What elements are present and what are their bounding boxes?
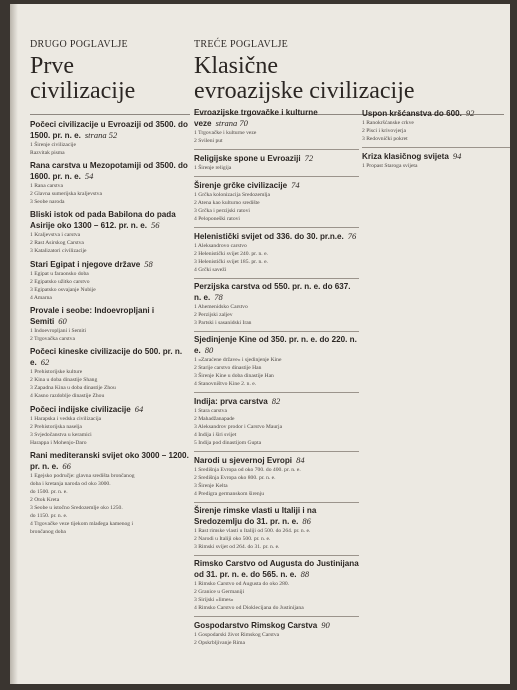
section-divider	[194, 451, 359, 452]
section-title	[194, 153, 359, 164]
section-title	[194, 335, 359, 356]
section-page-number: 74	[291, 180, 300, 190]
section-page-number: 62	[40, 357, 50, 367]
section-item: 3 Redovnički pokret	[362, 136, 408, 142]
section-divider	[194, 149, 359, 150]
contents-section	[194, 451, 359, 498]
contents-section	[362, 108, 510, 143]
section-item: 1 Ahemenidsko Carstvo	[194, 304, 248, 310]
section-item: 1 Prehistorijske kulture	[30, 369, 83, 375]
section-title	[30, 120, 192, 141]
section-item: 3 Rimski svijet od 264. do 31. pr. n. e.	[194, 544, 280, 550]
section-item: 1 Harapska i vedska civilizacija	[30, 416, 102, 422]
chapter-label-right: TREĆE POGLAVLJE	[194, 39, 289, 50]
section-title	[194, 108, 359, 129]
section-item: 4 Predigra germanskom širenju	[194, 491, 265, 497]
section-page-number: 64	[134, 404, 144, 414]
section-title	[194, 282, 359, 303]
section-divider	[194, 555, 359, 556]
section-item: 4 Rimsko Carstvo od Dioklecijana do Justinijana	[194, 605, 304, 611]
section-item: 1 Indoevropljani i Semiti	[30, 328, 87, 334]
contents-section	[30, 259, 192, 302]
section-item: 4 Amarna	[30, 295, 52, 301]
section-title-text: Širenje rimske vlasti u Italiji i na Sredozemlju do 31. pr. n. e.	[194, 506, 317, 526]
section-item: do 1500. pr. n. e.	[30, 489, 68, 495]
divider-left	[30, 114, 190, 115]
section-item: 3 Zapadna Kina u doba dinastije Zhou	[30, 385, 116, 391]
section-page-number: 56	[150, 220, 160, 230]
chapter-label-left: DRUGO POGLAVLJE	[30, 39, 128, 50]
section-page-number: 72	[304, 153, 314, 163]
section-title-text: Rani mediteranski svijet oko 3000 – 1200. pr. n. e.	[30, 451, 189, 471]
contents-section	[30, 451, 192, 536]
section-item: 2 Mahadžanapade	[194, 416, 235, 422]
section-item: 1 Ranokršćanske crkve	[362, 120, 414, 126]
chapter-title-left-line2: civilizacije	[30, 78, 136, 104]
section-title-text: Bliski istok od pada Babilona do pada Asirije oko 1300 – 612. pr. n. e.	[30, 210, 176, 230]
section-item: 1 Egipat u faraonsko doba	[30, 271, 89, 277]
section-item: 1 Rast rimske vlasti u Italiji od 500. do 264. pr. n. e.	[194, 528, 311, 534]
section-item: do 1150. pr. n. e.	[30, 513, 68, 519]
section-item: 3 Grčka i perzijski ratovi	[194, 208, 250, 214]
section-divider	[194, 227, 359, 228]
section-page-number: strana 52	[84, 130, 118, 140]
section-item: 2 Glavna sumerijska kraljevstva	[30, 191, 102, 197]
section-item: 1 Širenje religija	[194, 165, 232, 171]
section-title	[194, 455, 359, 466]
section-title-text: Provale i seobe: Indoevropljani i Semiti	[30, 306, 155, 326]
section-item: 2 Atena kao kulturno središte	[194, 200, 260, 206]
section-item: 3 Katalizatori civilizacije	[30, 248, 87, 254]
section-item: doba i kretanja naroda od oko 3000.	[30, 481, 111, 487]
section-title-text: Perzijska carstva od 550. pr. n. e. do 637. n. e.	[194, 282, 351, 302]
section-title	[30, 210, 192, 231]
section-item: 4 Kasno razdoblje dinastije Zhou	[30, 393, 105, 399]
section-title-text: Počeci indijske civilizacije	[30, 405, 131, 414]
section-item: 1 Grčka kolonizacija Sredozemlja	[194, 192, 270, 198]
section-item: 2 Trgovačka carstva	[30, 336, 75, 342]
contents-section	[194, 555, 359, 612]
section-item: 2 Svileni put	[194, 138, 223, 144]
section-item: 3 Aleksandrov prodor i Carstvo Maurja	[194, 424, 283, 430]
section-item: 1 «Zaraćene države» i sjedinjenje Kine	[194, 357, 282, 363]
book-page	[10, 4, 510, 684]
contents-section	[194, 616, 359, 647]
section-title-text: Sjedinjenje Kine od 350. pr. n. e. do 220. n. e.	[194, 335, 357, 355]
section-item: 2 Perzijski zaljev	[194, 312, 233, 318]
chapter-title-left	[30, 54, 135, 104]
contents-section	[194, 176, 359, 223]
section-item: Razvitak pisma	[30, 150, 65, 156]
section-page-number: 92	[465, 108, 475, 118]
section-title-text: Gospodarstvo Rimskog Carstva	[194, 621, 318, 630]
section-item: 1 Širenje civilizacije	[30, 142, 76, 148]
section-item: 2 Granice u Germaniji	[194, 589, 245, 595]
section-title	[30, 347, 192, 368]
section-page-number: 90	[321, 620, 330, 630]
section-item: 3 Egipatsko osvajanje Nubije	[30, 287, 96, 293]
chapter-title-right	[194, 54, 415, 104]
contents-list-left	[30, 120, 192, 540]
section-item: 4 Trgovačke veze tijekom mlađega kamenog i	[30, 521, 134, 527]
section-item: 1 Rimsko Carstvo od Augusta do oko 280.	[194, 581, 290, 587]
contents-section	[30, 347, 192, 400]
section-item: 3 Svjedočanstva u keramici	[30, 432, 92, 438]
section-page-number: 80	[204, 345, 214, 355]
section-title-text: Rana carstva u Mezopotamiji od 3500. do 1600. pr. n. e.	[30, 161, 188, 181]
section-title	[30, 259, 192, 270]
section-title-text: Počeci civilizacije u Evroaziji od 3500. do 1500. pr. n. e.	[30, 120, 188, 140]
contents-section	[194, 392, 359, 447]
contents-section	[30, 306, 192, 343]
contents-section	[30, 161, 192, 206]
section-item: 1 Gospodarski život Rimskog Carstva	[194, 632, 280, 638]
section-item: 3 Širenje Kelta	[194, 483, 228, 489]
section-page-number: 94	[452, 151, 462, 161]
section-item: 3 Sirijski «limes»	[194, 597, 234, 603]
contents-section	[194, 227, 359, 274]
chapter-title-right-line2: evroazijske civilizacije	[194, 78, 415, 104]
section-item: 2 Narodi u Italiji oko 500. pr. n. e.	[194, 536, 271, 542]
contents-section	[30, 120, 192, 157]
section-title-text: Kriza klasičnog svijeta	[362, 152, 449, 161]
section-item: 4 Indija i širi svijet	[194, 432, 237, 438]
section-item: 3 Helenistički svijet 185. pr. n. e.	[194, 259, 268, 265]
section-title-text: Indija: prva carstva	[194, 397, 268, 406]
section-divider	[194, 392, 359, 393]
section-item: 1 Aleksandrovo carstvo	[194, 243, 247, 249]
section-title	[30, 306, 192, 327]
section-item: 2 Egipatsko užitko carstvo	[30, 279, 90, 285]
section-title	[194, 396, 359, 407]
section-title-text: Rimsko Carstvo od Augusta do Justinijana od 31. pr. n. e. do 565. n. e.	[194, 559, 359, 579]
section-title-text: Uspon kršćanstva do 600.	[362, 109, 462, 118]
section-divider	[194, 616, 359, 617]
section-item: 3 Seobe u istočno Sredozemlje oko 1250.	[30, 505, 123, 511]
section-title	[194, 620, 359, 631]
section-page-number: strana 70	[215, 118, 248, 128]
section-item: 5 Indija pod dinastijom Gupta	[194, 440, 262, 446]
section-title	[194, 231, 359, 242]
contents-section	[30, 210, 192, 255]
section-item: 1 Propast Staroga svijeta	[362, 163, 418, 169]
section-title-text: Narodi u sjevernoj Evropi	[194, 456, 293, 465]
contents-section	[194, 278, 359, 327]
section-item: 3 Širenje Kine u doba dinastije Han	[194, 373, 274, 379]
section-title	[194, 559, 359, 580]
chapter-title-left-line1: Prve	[30, 53, 74, 79]
section-page-number: 82	[271, 396, 281, 406]
section-divider	[362, 147, 510, 148]
section-page-number: 60	[58, 316, 67, 326]
section-divider	[194, 278, 359, 279]
contents-list-middle	[194, 108, 359, 651]
chapter-title-right-line1: Klasične	[194, 53, 278, 79]
section-title-text: Širenje grčke civilizacije	[194, 181, 288, 190]
section-item: 4 Grčki saveži	[194, 267, 227, 273]
section-item: 2 Opskrbljivanje Rima	[194, 640, 245, 646]
section-page-number: 88	[300, 569, 310, 579]
section-item: 4 Peloponeški ratovi	[194, 216, 240, 222]
section-item: 2 Središnja Evropa oko 800. pr. n. e.	[194, 475, 276, 481]
section-page-number: 76	[347, 231, 357, 241]
contents-section	[194, 108, 359, 145]
section-page-number: 78	[214, 292, 223, 302]
section-page-number: 66	[62, 461, 71, 471]
section-item: 2 Pisci i krivovjerja	[362, 128, 406, 134]
section-item: 2 Prehistorijska naselja	[30, 424, 82, 430]
section-page-number: 84	[296, 455, 305, 465]
section-item: 1 Rana carstva	[30, 183, 63, 189]
contents-section	[194, 149, 359, 172]
section-title-text: Evroazijske trgovačke i kulturne veze	[194, 108, 318, 128]
section-title-text: Helenistički svijet od 336. do 30. pr.n.e.	[194, 232, 344, 241]
section-item: 1 Egejsko područje: glavna središta brončanog	[30, 473, 135, 479]
section-title	[30, 404, 192, 415]
section-title	[30, 161, 192, 182]
contents-section	[362, 147, 510, 170]
section-item: 2 Starije carstvo dinastije Han	[194, 365, 262, 371]
section-item: 1 Stara carstva	[194, 408, 227, 414]
section-divider	[194, 502, 359, 503]
section-divider	[194, 331, 359, 332]
section-title-text: Stari Egipat i njegove države	[30, 260, 141, 269]
page-spine-shadow	[10, 4, 18, 684]
contents-section	[194, 502, 359, 551]
section-item: 2 Helenistički svijet 240. pr. n. e.	[194, 251, 268, 257]
section-title-text: Počeci kineske civilizacije do 500. pr. n. e.	[30, 347, 183, 367]
section-title	[194, 506, 359, 527]
section-title	[30, 451, 192, 472]
section-item: 1 Trgovačke i kulturne veze	[194, 130, 257, 136]
section-page-number: 58	[144, 259, 153, 269]
section-item: brončanog doba	[30, 529, 66, 535]
section-item: 3 Seobe naroda	[30, 199, 65, 205]
section-title	[362, 108, 510, 119]
section-divider	[194, 176, 359, 177]
section-item: 1 Središnja Evropa od oko 700. do 400. pr. n. e.	[194, 467, 301, 473]
section-item: 4 Stanovništvo Kine 2. n. e.	[194, 381, 257, 387]
section-title-text: Religijske spone u Evroaziji	[194, 154, 301, 163]
section-page-number: 54	[84, 171, 94, 181]
section-page-number: 86	[302, 516, 311, 526]
section-item: 2 Otok Kreta	[30, 497, 60, 503]
section-item: 3 Partski i sasanidski Iran	[194, 320, 252, 326]
contents-section	[30, 404, 192, 447]
section-item: 2 Rast Asirskog Carstva	[30, 240, 84, 246]
contents-section	[194, 331, 359, 388]
contents-list-right	[362, 108, 510, 174]
section-item: 1 Kraljevstva i carstva	[30, 232, 81, 238]
section-title	[194, 180, 359, 191]
section-item: 2 Kina u doba dinastije Shang	[30, 377, 98, 383]
section-title	[362, 151, 510, 162]
section-item: Harappa i Mohenjo-Daro	[30, 440, 87, 446]
